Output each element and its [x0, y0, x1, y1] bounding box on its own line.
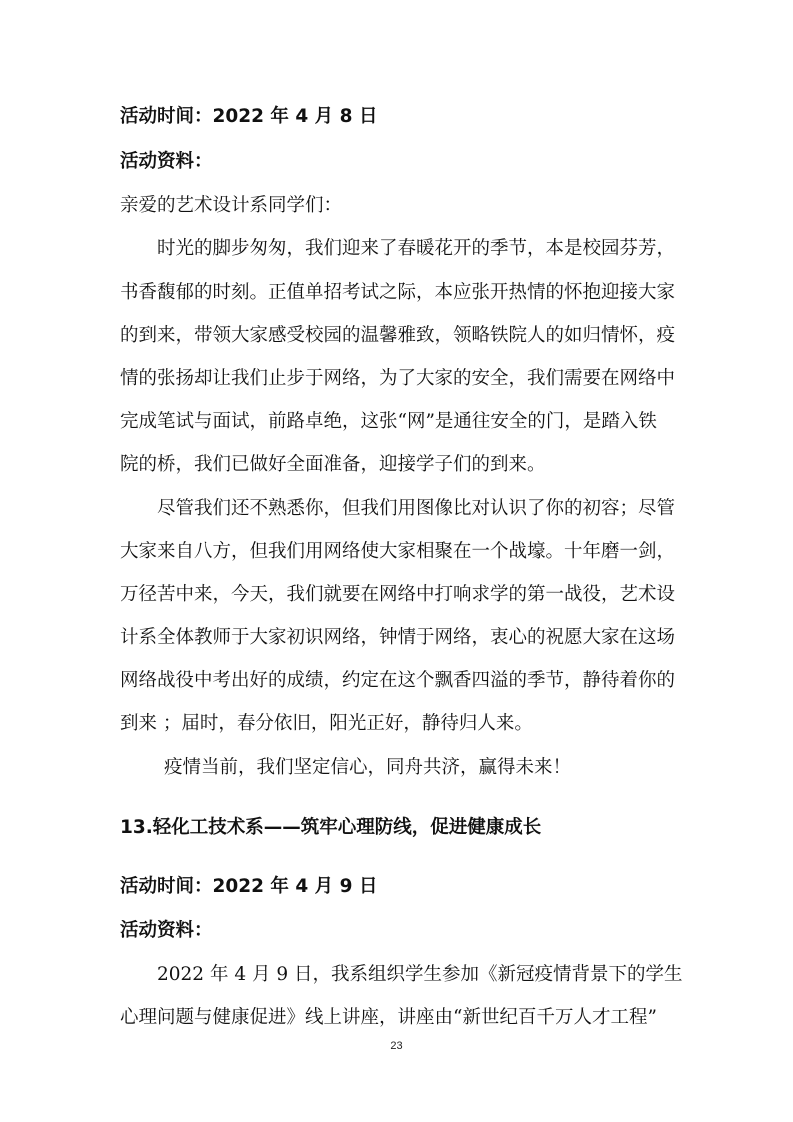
- paragraph-line: 尽管我们还不熟悉你，但我们用图像比对认识了你的初容；尽管: [157, 498, 676, 519]
- salutation: 亲爱的艺术设计系同学们：: [120, 195, 343, 216]
- activity-material-heading: 活动资料：: [120, 920, 213, 941]
- paragraph-line: 院的桥，我们已做好全面准备，迎接学子们的到来。: [120, 454, 546, 475]
- page-number: 23: [390, 1040, 403, 1052]
- activity-material-heading: 活动资料：: [120, 151, 213, 172]
- paragraph-line: 时光的脚步匆匆，我们迎来了春暖花开的季节，本是校园芬芳，: [157, 238, 676, 259]
- activity-time-heading: 活动时间：2022 年 4 月 9 日: [120, 876, 378, 897]
- paragraph-line: 心理问题与健康促进》线上讲座，讲座由“新世纪百千万人才工程”: [120, 1007, 657, 1028]
- activity-time-heading: 活动时间：2022 年 4 月 8 日: [120, 106, 378, 127]
- section-title: 13.轻化工技术系——筑牢心理防线，促进健康成长: [120, 817, 542, 838]
- paragraph-line: 完成笔试与面试，前路卓绝，这张“网”是通往安全的门，是踏入铁: [120, 411, 657, 432]
- paragraph-line: 网络战役中考出好的成绩，约定在这个飘香四溢的季节，静待着你的: [120, 670, 676, 691]
- paragraph-line: 书香馥郁的时刻。正值单招考试之际，本应张开热情的怀抱迎接大家: [120, 282, 676, 303]
- paragraph-line: 到来 ；届时，春分依旧，阳光正好，静待归人来。: [120, 713, 533, 734]
- paragraph-line: 大家来自八方，但我们用网络使大家相聚在一个战壕。十年磨一剑，: [120, 541, 676, 562]
- paragraph-line: 万径苦中来，今天，我们就要在网络中打响求学的第一战役，艺术设: [120, 584, 676, 605]
- paragraph-line: 计系全体教师于大家初识网络，钟情于网络，衷心的祝愿大家在这场: [120, 627, 676, 648]
- paragraph-line: 2022 年 4 月 9 日，我系组织学生参加《新冠疫情背景下的学生: [157, 964, 683, 985]
- paragraph-line: 的到来，带领大家感受校园的温馨雅致，领略铁院人的如归情怀，疫: [120, 325, 676, 346]
- closing-line: 疫情当前，我们坚定信心，同舟共济，赢得未来！: [164, 757, 572, 778]
- paragraph-line: 情的张扬却让我们止步于网络，为了大家的安全，我们需要在网络中: [120, 368, 676, 389]
